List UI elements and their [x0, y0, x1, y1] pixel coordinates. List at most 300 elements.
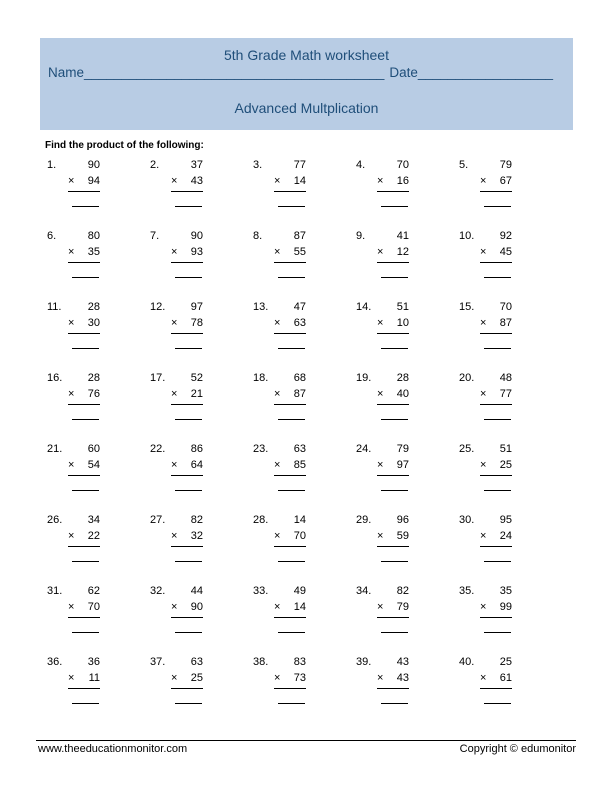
answer-blank-line — [278, 561, 305, 562]
problem-number: 31. — [47, 585, 63, 597]
bottom-operand: 67 — [499, 175, 512, 187]
multiply-sign: × — [171, 246, 178, 258]
top-operand: 77 — [293, 159, 306, 171]
multiplication-problem — [253, 441, 356, 512]
bottom-operand: 97 — [396, 459, 409, 471]
multiply-sign: × — [171, 672, 178, 684]
top-operand: 25 — [499, 656, 512, 668]
top-operand: 83 — [293, 656, 306, 668]
multiply-sign: × — [480, 246, 487, 258]
bottom-operand: 87 — [293, 388, 306, 400]
problem-number: 2. — [150, 159, 160, 171]
top-operand: 82 — [396, 585, 409, 597]
answer-blank-line — [175, 703, 202, 704]
problem-number: 24. — [356, 443, 372, 455]
problem-operands — [480, 654, 512, 704]
top-operand: 43 — [396, 656, 409, 668]
bottom-operand: 94 — [87, 175, 100, 187]
problem-number: 3. — [253, 159, 263, 171]
bottom-operand: 63 — [293, 317, 306, 329]
multiplication-problem — [47, 228, 150, 299]
problem-operands — [377, 654, 409, 704]
multiplication-row — [480, 386, 512, 405]
multiplication-problem — [459, 157, 562, 228]
answer-blank-line — [381, 561, 408, 562]
multiply-sign: × — [480, 175, 487, 187]
multiplication-problem — [47, 157, 150, 228]
multiplication-problem — [47, 512, 150, 583]
bottom-operand: 12 — [396, 246, 409, 258]
problem-number: 27. — [150, 514, 166, 526]
answer-blank-line — [278, 703, 305, 704]
top-operand: 28 — [87, 372, 100, 384]
multiply-sign: × — [480, 459, 487, 471]
multiply-sign: × — [68, 175, 75, 187]
bottom-operand: 61 — [499, 672, 512, 684]
problem-number: 10. — [459, 230, 475, 242]
problem-operands — [274, 654, 306, 704]
multiplication-problem — [47, 370, 150, 441]
problem-operands — [171, 654, 203, 704]
multiplication-row — [480, 173, 512, 192]
answer-blank-line — [381, 277, 408, 278]
multiplication-row — [68, 315, 100, 334]
problem-operands — [377, 228, 409, 278]
top-operand: 68 — [293, 372, 306, 384]
multiplication-problem — [150, 583, 253, 654]
problem-operands — [171, 228, 203, 278]
multiplication-problem — [150, 228, 253, 299]
top-operand: 34 — [87, 514, 100, 526]
footer-copyright: Copyright © edumonitor — [459, 743, 576, 755]
multiplication-problem — [459, 228, 562, 299]
multiplication-problem — [47, 299, 150, 370]
top-operand: 28 — [87, 301, 100, 313]
problem-operands — [480, 299, 512, 349]
top-operand: 51 — [396, 301, 409, 313]
problem-operands — [480, 512, 512, 562]
answer-blank-line — [381, 206, 408, 207]
bottom-operand: 59 — [396, 530, 409, 542]
answer-blank-line — [484, 206, 511, 207]
multiply-sign: × — [377, 672, 384, 684]
problem-operands — [480, 441, 512, 491]
top-operand: 95 — [499, 514, 512, 526]
bottom-operand: 22 — [87, 530, 100, 542]
answer-blank-line — [381, 703, 408, 704]
top-operand: 37 — [190, 159, 203, 171]
multiplication-problem — [356, 512, 459, 583]
problem-operands — [68, 228, 100, 278]
multiply-sign: × — [68, 530, 75, 542]
answer-blank-line — [278, 419, 305, 420]
multiplication-row — [274, 386, 306, 405]
multiplication-row — [377, 599, 409, 618]
top-operand: 48 — [499, 372, 512, 384]
answer-blank-line — [72, 632, 99, 633]
multiplication-row — [480, 244, 512, 263]
multiplication-row — [480, 457, 512, 476]
multiplication-problem — [253, 370, 356, 441]
multiply-sign: × — [171, 601, 178, 613]
problem-number: 9. — [356, 230, 366, 242]
multiplication-row — [377, 386, 409, 405]
top-operand: 70 — [499, 301, 512, 313]
multiply-sign: × — [68, 388, 75, 400]
multiplication-row — [171, 244, 203, 263]
bottom-operand: 85 — [293, 459, 306, 471]
problem-operands — [68, 299, 100, 349]
multiplication-problem — [150, 512, 253, 583]
multiplication-row — [68, 386, 100, 405]
footer-website: www.theeducationmonitor.com — [38, 743, 188, 755]
bottom-operand: 24 — [499, 530, 512, 542]
multiply-sign: × — [377, 530, 384, 542]
multiply-sign: × — [171, 175, 178, 187]
bottom-operand: 77 — [499, 388, 512, 400]
multiplication-row — [274, 599, 306, 618]
answer-blank-line — [175, 561, 202, 562]
problem-number: 36. — [47, 656, 63, 668]
answer-blank-line — [72, 348, 99, 349]
problem-number: 28. — [253, 514, 269, 526]
multiplication-row — [377, 670, 409, 689]
problem-operands — [274, 583, 306, 633]
top-operand: 35 — [499, 585, 512, 597]
top-operand: 63 — [190, 656, 203, 668]
problem-number: 37. — [150, 656, 166, 668]
multiplication-row — [274, 315, 306, 334]
bottom-operand: 45 — [499, 246, 512, 258]
multiplication-problem — [459, 370, 562, 441]
multiply-sign: × — [274, 601, 281, 613]
problem-operands — [480, 370, 512, 420]
multiply-sign: × — [171, 459, 178, 471]
bottom-operand: 21 — [190, 388, 203, 400]
problem-number: 5. — [459, 159, 469, 171]
multiplication-row — [171, 670, 203, 689]
problem-operands — [274, 299, 306, 349]
problem-operands — [377, 157, 409, 207]
answer-blank-line — [72, 703, 99, 704]
multiplication-row — [171, 315, 203, 334]
multiply-sign: × — [68, 246, 75, 258]
multiplication-row — [274, 244, 306, 263]
problem-operands — [274, 157, 306, 207]
multiplication-row — [171, 599, 203, 618]
multiplication-problem — [253, 654, 356, 725]
problem-operands — [68, 157, 100, 207]
problem-operands — [377, 441, 409, 491]
multiplication-problem — [253, 512, 356, 583]
multiplication-problem — [356, 157, 459, 228]
multiply-sign: × — [274, 246, 281, 258]
answer-blank-line — [278, 277, 305, 278]
top-operand: 52 — [190, 372, 203, 384]
multiply-sign: × — [377, 317, 384, 329]
multiply-sign: × — [274, 388, 281, 400]
multiplication-problem — [459, 512, 562, 583]
answer-blank-line — [175, 490, 202, 491]
multiply-sign: × — [377, 388, 384, 400]
multiplication-problem — [356, 583, 459, 654]
bottom-operand: 30 — [87, 317, 100, 329]
answer-blank-line — [484, 632, 511, 633]
multiply-sign: × — [480, 317, 487, 329]
problem-operands — [171, 441, 203, 491]
answer-blank-line — [484, 277, 511, 278]
answer-blank-line — [484, 490, 511, 491]
multiply-sign: × — [68, 672, 75, 684]
top-operand: 14 — [293, 514, 306, 526]
problem-number: 7. — [150, 230, 160, 242]
answer-blank-line — [278, 206, 305, 207]
bottom-operand: 70 — [87, 601, 100, 613]
multiply-sign: × — [274, 459, 281, 471]
multiplication-row — [68, 173, 100, 192]
problem-number: 38. — [253, 656, 269, 668]
problem-operands — [377, 299, 409, 349]
footer-divider — [36, 740, 576, 741]
problem-operands — [480, 583, 512, 633]
multiplication-row — [377, 244, 409, 263]
bottom-operand: 11 — [88, 672, 100, 684]
top-operand: 92 — [499, 230, 512, 242]
top-operand: 60 — [87, 443, 100, 455]
bottom-operand: 25 — [499, 459, 512, 471]
multiplication-row — [377, 173, 409, 192]
answer-blank-line — [175, 348, 202, 349]
bottom-operand: 25 — [190, 672, 203, 684]
problem-number: 4. — [356, 159, 366, 171]
answer-blank-line — [484, 348, 511, 349]
multiplication-problem — [253, 583, 356, 654]
multiplication-row — [274, 528, 306, 547]
multiply-sign: × — [377, 459, 384, 471]
worksheet-title: 5th Grade Math worksheet — [224, 47, 389, 63]
answer-blank-line — [381, 632, 408, 633]
answer-blank-line — [175, 632, 202, 633]
answer-blank-line — [72, 206, 99, 207]
bottom-operand: 10 — [396, 317, 409, 329]
multiplication-row — [480, 599, 512, 618]
multiply-sign: × — [68, 601, 75, 613]
multiply-sign: × — [171, 530, 178, 542]
top-operand: 44 — [190, 585, 203, 597]
answer-blank-line — [175, 277, 202, 278]
problem-number: 15. — [459, 301, 475, 313]
bottom-operand: 99 — [499, 601, 512, 613]
answer-blank-line — [72, 561, 99, 562]
problem-operands — [171, 157, 203, 207]
problem-operands — [68, 512, 100, 562]
top-operand: 87 — [293, 230, 306, 242]
multiply-sign: × — [480, 530, 487, 542]
problem-number: 19. — [356, 372, 372, 384]
multiply-sign: × — [274, 317, 281, 329]
top-operand: 90 — [87, 159, 100, 171]
problem-number: 11. — [47, 301, 62, 313]
problem-number: 12. — [150, 301, 166, 313]
multiply-sign: × — [68, 459, 75, 471]
multiplication-problem — [356, 370, 459, 441]
top-operand: 82 — [190, 514, 203, 526]
multiplication-problem — [253, 157, 356, 228]
bottom-operand: 76 — [87, 388, 100, 400]
date-label: Date — [389, 65, 418, 80]
multiplication-problem — [253, 228, 356, 299]
multiplication-row — [171, 457, 203, 476]
multiplication-problem — [459, 441, 562, 512]
top-operand: 79 — [499, 159, 512, 171]
multiplication-row — [274, 670, 306, 689]
multiplication-row — [377, 315, 409, 334]
multiplication-problem — [459, 583, 562, 654]
problem-operands — [480, 228, 512, 278]
answer-blank-line — [72, 277, 99, 278]
worksheet-header — [40, 38, 573, 130]
multiplication-problem — [459, 299, 562, 370]
multiplication-problem — [150, 157, 253, 228]
top-operand: 97 — [190, 301, 203, 313]
multiply-sign: × — [480, 601, 487, 613]
problem-number: 32. — [150, 585, 166, 597]
problem-number: 20. — [459, 372, 475, 384]
answer-blank-line — [278, 632, 305, 633]
multiplication-row — [480, 528, 512, 547]
top-operand: 70 — [396, 159, 409, 171]
problem-number: 8. — [253, 230, 263, 242]
bottom-operand: 14 — [293, 601, 306, 613]
footer — [38, 743, 576, 755]
multiplication-row — [68, 244, 100, 263]
name-blank-line: ________________________________________ — [84, 65, 385, 80]
bottom-operand: 73 — [293, 672, 306, 684]
bottom-operand: 35 — [87, 246, 100, 258]
problem-number: 25. — [459, 443, 475, 455]
bottom-operand: 79 — [396, 601, 409, 613]
problem-operands — [171, 370, 203, 420]
bottom-operand: 32 — [190, 530, 203, 542]
top-operand: 62 — [87, 585, 100, 597]
problem-number: 18. — [253, 372, 269, 384]
multiplication-problem — [356, 441, 459, 512]
answer-blank-line — [278, 348, 305, 349]
multiplication-row — [68, 528, 100, 547]
multiplication-problem — [47, 441, 150, 512]
bottom-operand: 43 — [396, 672, 409, 684]
answer-blank-line — [381, 490, 408, 491]
problem-number: 16. — [47, 372, 63, 384]
bottom-operand: 40 — [396, 388, 409, 400]
problem-number: 17. — [150, 372, 166, 384]
multiplication-problem — [47, 654, 150, 725]
multiplication-row — [377, 528, 409, 547]
multiplication-row — [171, 528, 203, 547]
multiplication-problem — [459, 654, 562, 725]
date-blank-line: __________________ — [417, 65, 554, 80]
multiplication-problem — [356, 228, 459, 299]
top-operand: 80 — [87, 230, 100, 242]
problem-number: 39. — [356, 656, 372, 668]
multiply-sign: × — [480, 388, 487, 400]
problems-grid — [47, 157, 562, 725]
top-operand: 90 — [190, 230, 203, 242]
multiplication-row — [171, 173, 203, 192]
problem-operands — [274, 441, 306, 491]
bottom-operand: 16 — [396, 175, 409, 187]
bottom-operand: 93 — [190, 246, 203, 258]
multiply-sign: × — [68, 317, 75, 329]
top-operand: 51 — [499, 443, 512, 455]
problem-number: 35. — [459, 585, 475, 597]
problem-number: 29. — [356, 514, 372, 526]
problem-number: 6. — [47, 230, 57, 242]
multiplication-row — [274, 457, 306, 476]
problem-number: 23. — [253, 443, 269, 455]
problem-operands — [377, 583, 409, 633]
multiplication-problem — [150, 299, 253, 370]
bottom-operand: 78 — [190, 317, 203, 329]
multiplication-row — [274, 173, 306, 192]
problem-operands — [274, 228, 306, 278]
problem-number: 14. — [356, 301, 372, 313]
top-operand: 63 — [293, 443, 306, 455]
problem-number: 30. — [459, 514, 475, 526]
problem-operands — [377, 370, 409, 420]
problem-number: 13. — [253, 301, 269, 313]
multiply-sign: × — [274, 530, 281, 542]
multiply-sign: × — [171, 388, 178, 400]
bottom-operand: 55 — [293, 246, 306, 258]
multiply-sign: × — [377, 175, 384, 187]
answer-blank-line — [381, 348, 408, 349]
top-operand: 79 — [396, 443, 409, 455]
problem-number: 1. — [47, 159, 57, 171]
bottom-operand: 43 — [190, 175, 203, 187]
problem-operands — [274, 512, 306, 562]
multiplication-problem — [253, 299, 356, 370]
multiplication-problem — [356, 299, 459, 370]
problem-operands — [274, 370, 306, 420]
problem-operands — [171, 583, 203, 633]
answer-blank-line — [484, 561, 511, 562]
multiply-sign: × — [171, 317, 178, 329]
bottom-operand: 70 — [293, 530, 306, 542]
multiplication-problem — [356, 654, 459, 725]
answer-blank-line — [72, 419, 99, 420]
bottom-operand: 64 — [190, 459, 203, 471]
answer-blank-line — [278, 490, 305, 491]
top-operand: 49 — [293, 585, 306, 597]
multiply-sign: × — [377, 601, 384, 613]
problem-number: 22. — [150, 443, 166, 455]
problem-number: 26. — [47, 514, 63, 526]
problem-operands — [171, 512, 203, 562]
problem-operands — [480, 157, 512, 207]
multiplication-problem — [150, 441, 253, 512]
problem-operands — [68, 441, 100, 491]
top-operand: 28 — [396, 372, 409, 384]
top-operand: 96 — [396, 514, 409, 526]
top-operand: 36 — [87, 656, 100, 668]
multiplication-row — [480, 670, 512, 689]
bottom-operand: 87 — [499, 317, 512, 329]
multiplication-row — [68, 599, 100, 618]
problem-number: 34. — [356, 585, 372, 597]
multiplication-problem — [47, 583, 150, 654]
multiplication-row — [68, 457, 100, 476]
